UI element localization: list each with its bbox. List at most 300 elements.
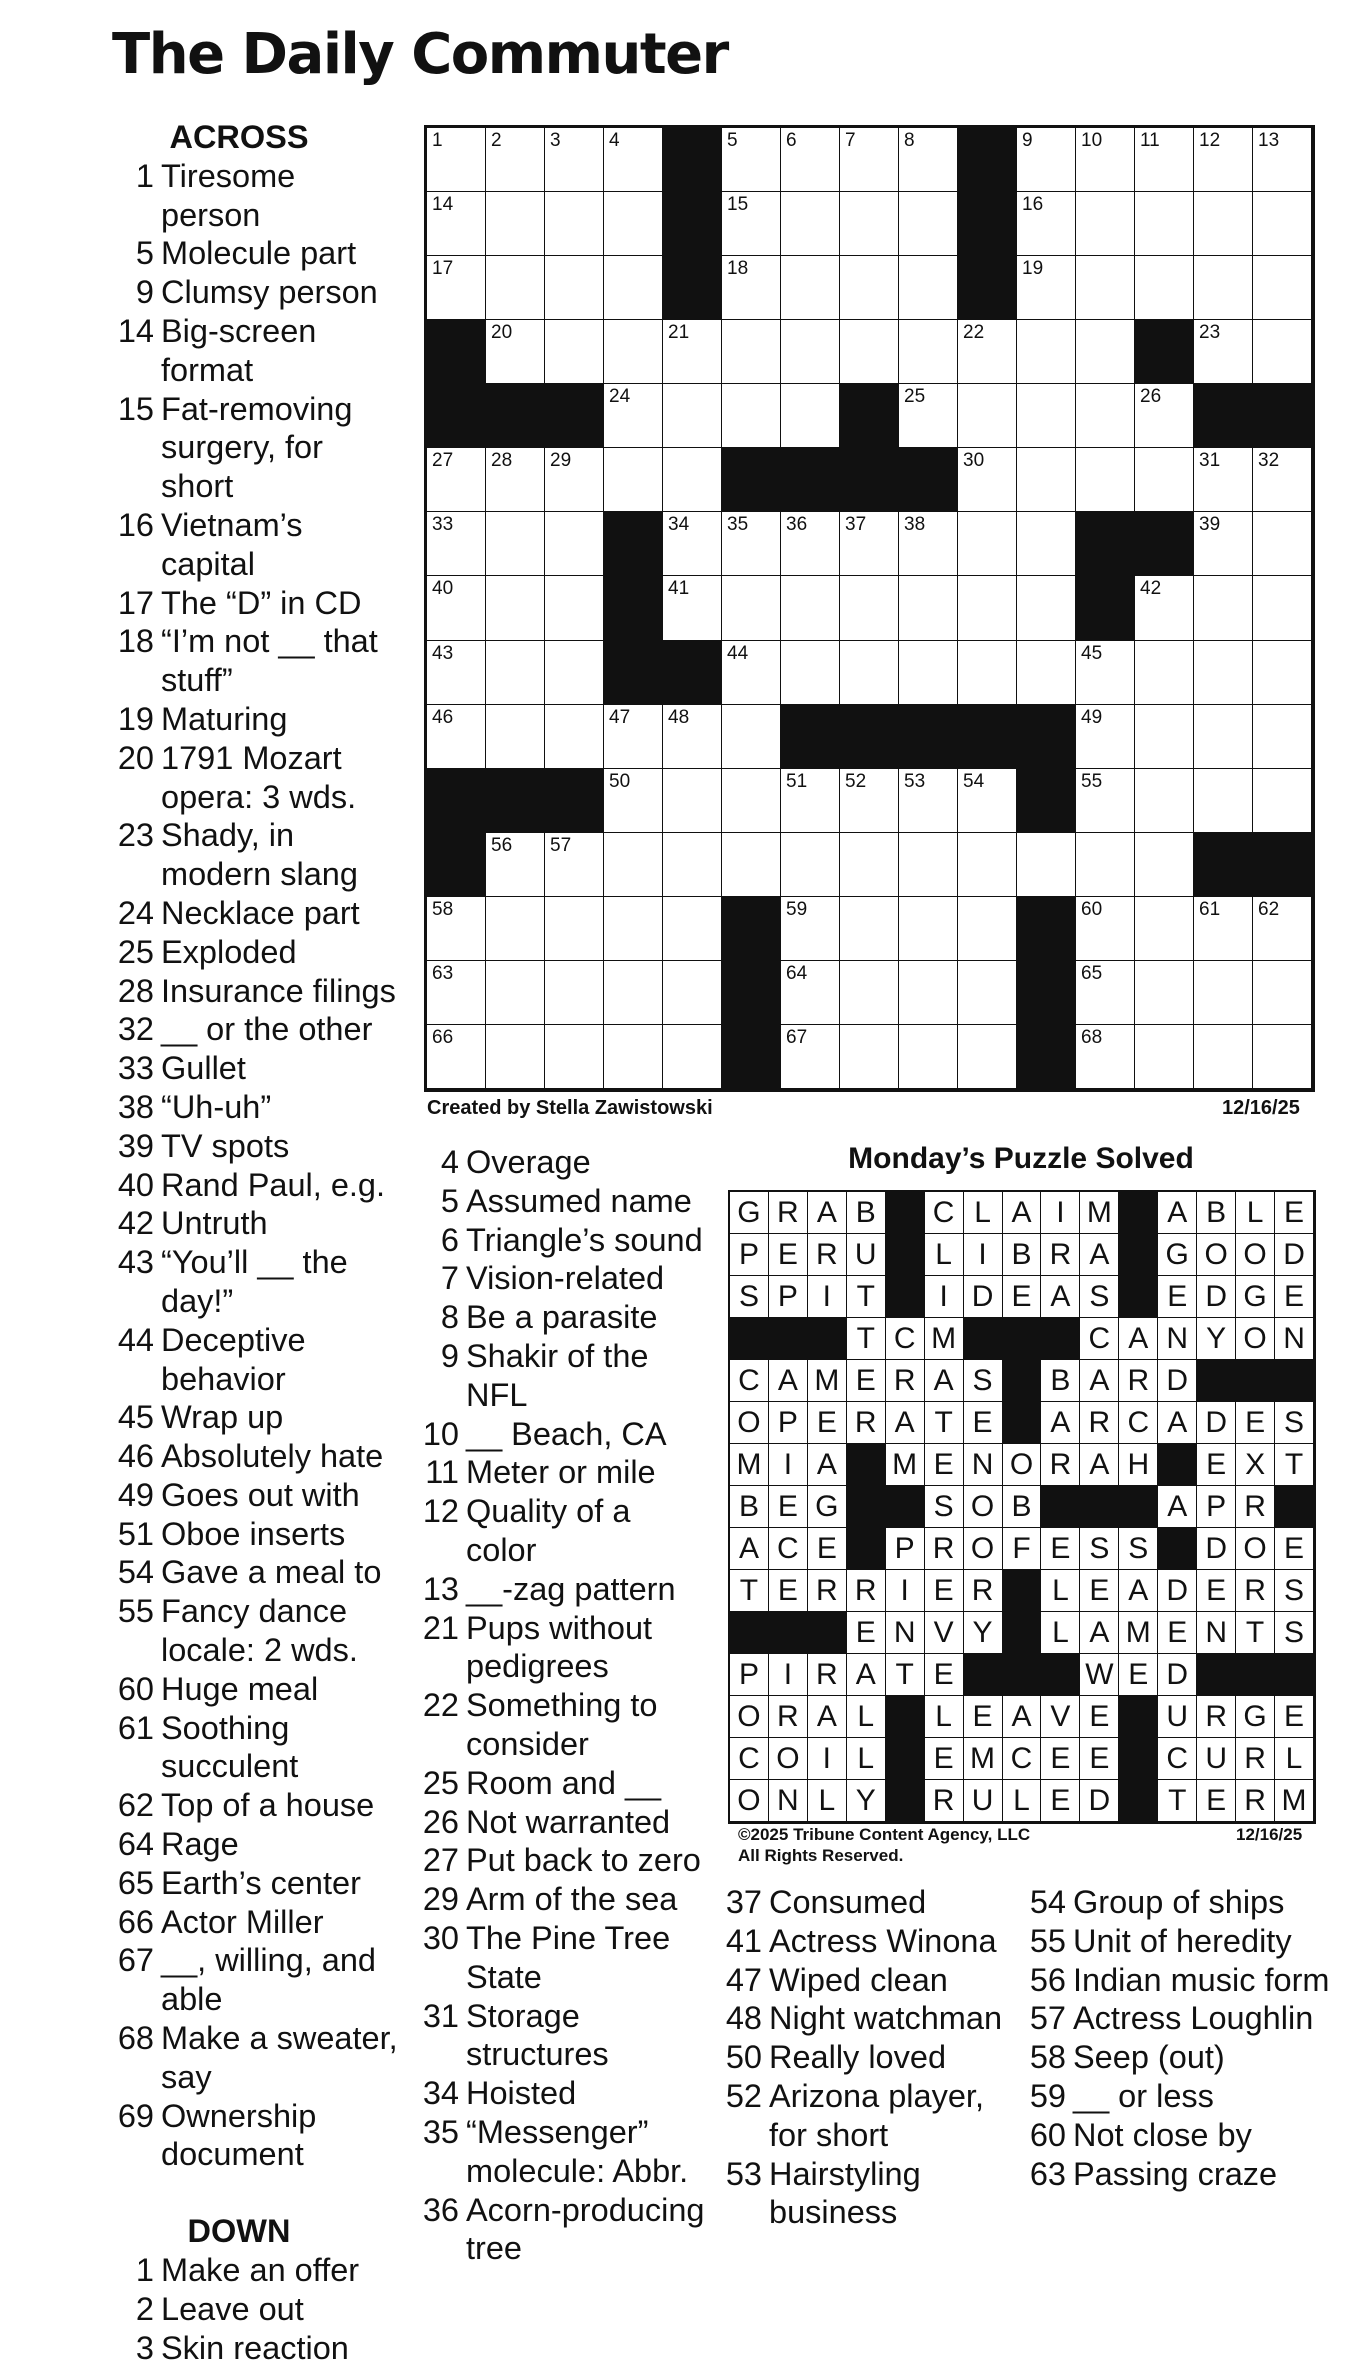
clue-text: Be a parasite	[466, 1299, 658, 1336]
grid-cell	[1017, 320, 1076, 384]
clue-text: Leave out	[161, 2290, 304, 2327]
solution-letter: D	[1080, 1780, 1119, 1822]
clue-item	[418, 1298, 708, 1337]
clue-number: 50	[725, 2039, 762, 2076]
grid-cell	[427, 897, 486, 961]
grid-number: 17	[432, 258, 454, 280]
black-square	[722, 1025, 781, 1089]
grid-cell	[722, 256, 781, 320]
solution-letter: P	[769, 1402, 808, 1444]
grid-cell	[722, 192, 781, 256]
grid-cell	[663, 576, 722, 640]
grid-cell	[427, 448, 486, 512]
solution-black-square	[1119, 1192, 1158, 1234]
grid-cell	[1194, 576, 1253, 640]
clue-number: 41	[725, 1922, 762, 1959]
solution-letter: M	[925, 1318, 964, 1360]
grid-cell	[1253, 576, 1312, 640]
solution-letter: D	[1197, 1276, 1236, 1318]
grid-number: 13	[1258, 130, 1280, 151]
down-clues-column-2	[418, 1143, 708, 2268]
clue-number: 68	[117, 2020, 154, 2057]
grid-cell	[840, 192, 899, 256]
solution-letter: E	[1041, 1738, 1080, 1780]
grid-cell	[899, 320, 958, 384]
clue-item	[108, 1941, 398, 2019]
grid-cell	[545, 641, 604, 705]
solution-letter: D	[1197, 1528, 1236, 1570]
grid-cell	[545, 833, 604, 897]
grid-cell	[899, 961, 958, 1025]
grid-number: 59	[786, 898, 808, 920]
clue-text: Earth’s center	[161, 1864, 361, 1901]
solution-letter: V	[1041, 1696, 1080, 1738]
solution-letter: C	[1080, 1318, 1119, 1360]
black-square	[1135, 320, 1194, 384]
solution-letter: A	[1080, 1360, 1119, 1402]
grid-cell	[1135, 897, 1194, 961]
solution-letter: I	[925, 1276, 964, 1318]
grid-cell	[840, 961, 899, 1025]
clue-item	[108, 1243, 398, 1321]
clue-number: 35	[422, 2113, 459, 2150]
solution-letter: G	[1158, 1234, 1197, 1276]
clue-text: Ownership document	[161, 2097, 317, 2173]
clue-item	[1026, 1999, 1356, 2038]
grid-cell	[781, 512, 840, 576]
grid-number: 68	[1081, 1026, 1103, 1048]
solution-letter: E	[1158, 1276, 1197, 1318]
solution-letter: A	[1041, 1402, 1080, 1444]
clue-text: Consumed	[769, 1884, 927, 1920]
crossword-grid	[424, 125, 1315, 1092]
across-clues-column	[108, 118, 398, 2367]
clue-number: 55	[117, 1593, 154, 1630]
solution-black-square	[1275, 1654, 1314, 1696]
grid-number: 54	[963, 770, 985, 792]
clue-number: 28	[117, 972, 154, 1009]
grid-cell	[781, 769, 840, 833]
clue-item	[418, 1259, 708, 1298]
grid-cell	[781, 384, 840, 448]
clue-text: Exploded	[161, 933, 297, 970]
black-square	[1253, 384, 1312, 448]
solution-black-square	[1003, 1402, 1042, 1444]
clue-number: 39	[117, 1127, 154, 1164]
solution-black-square	[886, 1192, 925, 1234]
solution-black-square	[808, 1318, 847, 1360]
clue-item	[418, 1609, 708, 1687]
grid-cell	[1135, 1025, 1194, 1089]
grid-number: 46	[432, 706, 454, 728]
grid-cell	[1253, 448, 1312, 512]
solution-black-square	[1119, 1780, 1158, 1822]
grid-cell	[604, 128, 663, 192]
clue-number: 56	[1029, 1961, 1066, 1998]
clue-item	[108, 2019, 398, 2097]
solution-letter: L	[925, 1234, 964, 1276]
grid-cell	[899, 128, 958, 192]
solution-letter: S	[1119, 1528, 1158, 1570]
clue-item	[108, 972, 398, 1011]
grid-cell	[958, 897, 1017, 961]
grid-cell	[958, 512, 1017, 576]
clue-text: Actor Miller	[161, 1903, 324, 1940]
puzzle-date: 12/16/25	[1222, 1097, 1300, 1119]
grid-number: 33	[432, 514, 454, 536]
clue-number: 62	[117, 1787, 154, 1824]
clue-text: Clumsy person	[161, 274, 378, 311]
grid-number: 21	[668, 322, 690, 344]
clue-number: 14	[117, 312, 154, 349]
solution-letter: E	[1041, 1780, 1080, 1822]
solution-letter: T	[886, 1654, 925, 1696]
clue-text: Rand Paul, e.g.	[161, 1166, 386, 1203]
solution-letter: G	[730, 1192, 769, 1234]
grid-cell	[427, 641, 486, 705]
clue-item	[722, 1961, 1022, 2000]
grid-number: 52	[845, 770, 867, 792]
clue-text: __ or less	[1073, 2077, 1214, 2114]
clue-item	[418, 1880, 708, 1919]
grid-cell	[604, 769, 663, 833]
clue-item	[722, 1922, 1022, 1961]
clue-text: Deceptive behavior	[161, 1321, 306, 1397]
clue-text: Oboe inserts	[161, 1515, 346, 1552]
solution-letter: S	[730, 1276, 769, 1318]
grid-cell	[486, 320, 545, 384]
clue-item	[108, 1437, 398, 1476]
grid-cell	[486, 833, 545, 897]
grid-number: 43	[432, 642, 454, 664]
solution-letter: F	[1003, 1528, 1042, 1570]
grid-number: 58	[432, 898, 454, 920]
clue-item	[108, 2251, 398, 2290]
solution-letter: C	[1003, 1738, 1042, 1780]
solution-letter: E	[1197, 1570, 1236, 1612]
solution-black-square	[1003, 1654, 1042, 1696]
grid-number: 18	[727, 258, 749, 280]
black-square	[1135, 512, 1194, 576]
solution-letter: C	[925, 1192, 964, 1234]
grid-cell	[1076, 1025, 1135, 1089]
clue-number: 9	[135, 274, 154, 311]
clue-text: Untruth	[161, 1205, 268, 1242]
grid-cell	[1194, 192, 1253, 256]
clue-number: 45	[117, 1399, 154, 1436]
across-heading: ACROSS	[169, 119, 309, 155]
clue-number: 15	[117, 390, 154, 427]
clue-text: Tiresome person	[161, 157, 296, 233]
solution-letter: S	[925, 1486, 964, 1528]
black-square	[1017, 705, 1076, 769]
clue-item	[418, 1919, 708, 1997]
grid-number: 26	[1140, 386, 1162, 408]
grid-number: 9	[1022, 130, 1033, 151]
solution-black-square	[1119, 1234, 1158, 1276]
clue-item	[108, 816, 398, 894]
clue-item	[108, 390, 398, 506]
solution-letter: P	[886, 1528, 925, 1570]
grid-cell	[1017, 384, 1076, 448]
grid-cell	[663, 1025, 722, 1089]
clue-number: 9	[440, 1337, 459, 1374]
solution-letter: R	[769, 1192, 808, 1234]
solution-letter: C	[1158, 1738, 1197, 1780]
grid-cell	[840, 256, 899, 320]
clue-text: Acorn-producing tree	[466, 2191, 705, 2267]
solution-letter: I	[769, 1654, 808, 1696]
solution-letter: R	[808, 1654, 847, 1696]
solution-letter: S	[1080, 1276, 1119, 1318]
grid-cell	[1076, 705, 1135, 769]
solution-letter: A	[1119, 1318, 1158, 1360]
solution-letter: H	[1119, 1444, 1158, 1486]
grid-cell	[427, 576, 486, 640]
clue-number: 29	[422, 1881, 459, 1918]
clue-text: Make an offer	[161, 2252, 360, 2289]
grid-cell	[1017, 192, 1076, 256]
solution-black-square	[1275, 1360, 1314, 1402]
black-square	[427, 833, 486, 897]
grid-cell	[1017, 256, 1076, 320]
clue-number: 43	[117, 1244, 154, 1281]
grid-number: 11	[1140, 130, 1160, 151]
grid-cell	[1194, 705, 1253, 769]
solution-letter: A	[1158, 1402, 1197, 1444]
clue-number: 5	[135, 235, 154, 272]
clue-item	[722, 1883, 1022, 1922]
grid-cell	[722, 384, 781, 448]
grid-cell	[722, 128, 781, 192]
clue-number: 67	[117, 1942, 154, 1979]
grid-cell	[1135, 769, 1194, 833]
clue-text: __-zag pattern	[466, 1570, 676, 1607]
solution-letter: M	[1119, 1612, 1158, 1654]
solution-letter: A	[1080, 1612, 1119, 1654]
grid-cell	[1253, 1025, 1312, 1089]
clue-number: 23	[117, 817, 154, 854]
grid-cell	[1017, 833, 1076, 897]
solution-letter: E	[1275, 1528, 1314, 1570]
clue-item	[418, 1492, 708, 1570]
grid-cell	[722, 512, 781, 576]
solution-letter: R	[1236, 1486, 1275, 1528]
clue-text: Put back to zero	[466, 1842, 701, 1879]
clue-text: Shady, in modern slang	[161, 817, 358, 893]
clue-item	[1026, 2116, 1356, 2155]
clue-item	[108, 584, 398, 623]
solution-black-square	[1003, 1570, 1042, 1612]
clue-item	[1026, 1883, 1356, 1922]
grid-cell	[840, 1025, 899, 1089]
grid-cell	[486, 897, 545, 961]
grid-cell	[545, 192, 604, 256]
clue-number: 6	[440, 1221, 459, 1258]
grid-cell	[486, 1025, 545, 1089]
grid-cell	[427, 192, 486, 256]
grid-cell	[545, 705, 604, 769]
solution-black-square	[1236, 1654, 1275, 1696]
clue-number: 64	[117, 1826, 154, 1863]
solution-letter: C	[769, 1528, 808, 1570]
grid-cell	[604, 833, 663, 897]
grid-cell	[899, 833, 958, 897]
clue-item	[108, 1592, 398, 1670]
grid-number: 65	[1081, 962, 1103, 984]
clue-item	[418, 1686, 708, 1764]
clue-item	[418, 1570, 708, 1609]
down-clue-list-3	[722, 1883, 1022, 2232]
solution-black-square	[1041, 1654, 1080, 1696]
solution-letter: G	[1236, 1696, 1275, 1738]
solution-letter: A	[847, 1654, 886, 1696]
grid-cell	[486, 576, 545, 640]
clue-text: Storage structures	[466, 1997, 609, 2073]
grid-cell	[1076, 128, 1135, 192]
clue-text: Pups without pedigrees	[466, 1609, 653, 1685]
down-heading: DOWN	[187, 2213, 291, 2250]
clue-item	[108, 1321, 398, 1399]
solution-letter: E	[925, 1570, 964, 1612]
clue-text: Gave a meal to	[161, 1554, 382, 1591]
solution-black-square	[847, 1528, 886, 1570]
grid-number: 27	[432, 450, 454, 472]
black-square	[1076, 512, 1135, 576]
grid-cell	[604, 961, 663, 1025]
grid-number: 14	[432, 194, 454, 216]
solution-letter: I	[769, 1444, 808, 1486]
black-square	[899, 705, 958, 769]
solution-letter: Y	[964, 1612, 1003, 1654]
grid-cell	[781, 641, 840, 705]
grid-cell	[722, 705, 781, 769]
grid-cell	[781, 576, 840, 640]
solution-letter: P	[1197, 1486, 1236, 1528]
clue-number: 26	[422, 1803, 459, 1840]
solution-letter: R	[1041, 1234, 1080, 1276]
clue-number: 36	[422, 2191, 459, 2228]
solution-letter: N	[886, 1612, 925, 1654]
grid-cell	[427, 128, 486, 192]
rights-line: All Rights Reserved.	[738, 1846, 904, 1865]
grid-cell	[1017, 512, 1076, 576]
grid-number: 20	[491, 322, 513, 344]
grid-number: 1	[432, 130, 443, 151]
solution-letter: V	[925, 1612, 964, 1654]
clue-number: 4	[440, 1144, 459, 1180]
clue-number: 1	[135, 2252, 154, 2289]
solution-letter: E	[964, 1402, 1003, 1444]
solution-letter: N	[1158, 1318, 1197, 1360]
grid-number: 48	[668, 706, 690, 728]
grid-cell	[840, 641, 899, 705]
grid-cell	[958, 833, 1017, 897]
solution-letter: S	[964, 1360, 1003, 1402]
grid-cell	[1253, 320, 1312, 384]
clue-number: 2	[135, 2290, 154, 2327]
grid-cell	[1253, 705, 1312, 769]
clue-number: 65	[117, 1864, 154, 1901]
solution-black-square	[964, 1654, 1003, 1696]
grid-cell	[545, 448, 604, 512]
solution-letter: R	[847, 1570, 886, 1612]
solution-letter: O	[1236, 1528, 1275, 1570]
down-clue-list-1	[108, 2251, 398, 2367]
solution-black-square	[1158, 1444, 1197, 1486]
clue-number: 3	[135, 2329, 154, 2366]
solution-letter: U	[964, 1780, 1003, 1822]
clue-text: Goes out with	[161, 1476, 360, 1513]
solution-letter: R	[808, 1570, 847, 1612]
solution-letter: A	[1158, 1486, 1197, 1528]
grid-number: 2	[491, 130, 502, 151]
solution-letter: I	[808, 1738, 847, 1780]
solution-letter: A	[1080, 1444, 1119, 1486]
black-square	[899, 448, 958, 512]
clue-item	[1026, 1961, 1356, 2000]
solution-letter: I	[808, 1276, 847, 1318]
black-square	[840, 705, 899, 769]
clue-text: Night watchman	[769, 2000, 1003, 2037]
solution-black-square	[886, 1486, 925, 1528]
grid-cell	[899, 1025, 958, 1089]
solution-letter: D	[1275, 1234, 1314, 1276]
clue-number: 52	[725, 2077, 762, 2114]
grid-number: 5	[727, 130, 738, 151]
solution-black-square	[1003, 1360, 1042, 1402]
solution-letter: L	[808, 1780, 847, 1822]
grid-cell	[899, 576, 958, 640]
clue-number: 20	[117, 739, 154, 776]
solution-letter: L	[1041, 1570, 1080, 1612]
clue-number: 33	[117, 1050, 154, 1087]
black-square	[722, 897, 781, 961]
clue-number: 11	[425, 1454, 459, 1491]
grid-number: 55	[1081, 770, 1103, 792]
black-square	[604, 512, 663, 576]
clue-item	[418, 1143, 708, 1182]
clue-text: Arm of the sea	[466, 1881, 678, 1918]
clue-text: Not close by	[1073, 2116, 1252, 2153]
grid-cell	[486, 641, 545, 705]
solution-black-square	[1119, 1738, 1158, 1780]
solution-letter: R	[1119, 1360, 1158, 1402]
grid-cell	[1194, 769, 1253, 833]
clue-text: “Uh-uh”	[161, 1088, 272, 1125]
solution-letter: R	[1236, 1780, 1275, 1822]
black-square	[781, 448, 840, 512]
clue-item	[108, 1709, 398, 1787]
clue-text: Make a sweater, say	[161, 2020, 398, 2095]
clue-number: 21	[422, 1609, 459, 1646]
solution-letter: M	[886, 1444, 925, 1486]
black-square	[958, 128, 1017, 192]
clue-number: 44	[117, 1321, 154, 1358]
solution-black-square	[847, 1486, 886, 1528]
grid-cell	[604, 705, 663, 769]
solution-letter: S	[1275, 1402, 1314, 1444]
solution-letter: A	[1158, 1192, 1197, 1234]
solution-letter: E	[769, 1234, 808, 1276]
solution-black-square	[886, 1234, 925, 1276]
clue-number: 34	[422, 2075, 459, 2112]
clue-item	[108, 312, 398, 390]
grid-number: 37	[845, 514, 867, 536]
grid-cell	[781, 1025, 840, 1089]
black-square	[663, 128, 722, 192]
clue-text: Gullet	[161, 1050, 246, 1087]
